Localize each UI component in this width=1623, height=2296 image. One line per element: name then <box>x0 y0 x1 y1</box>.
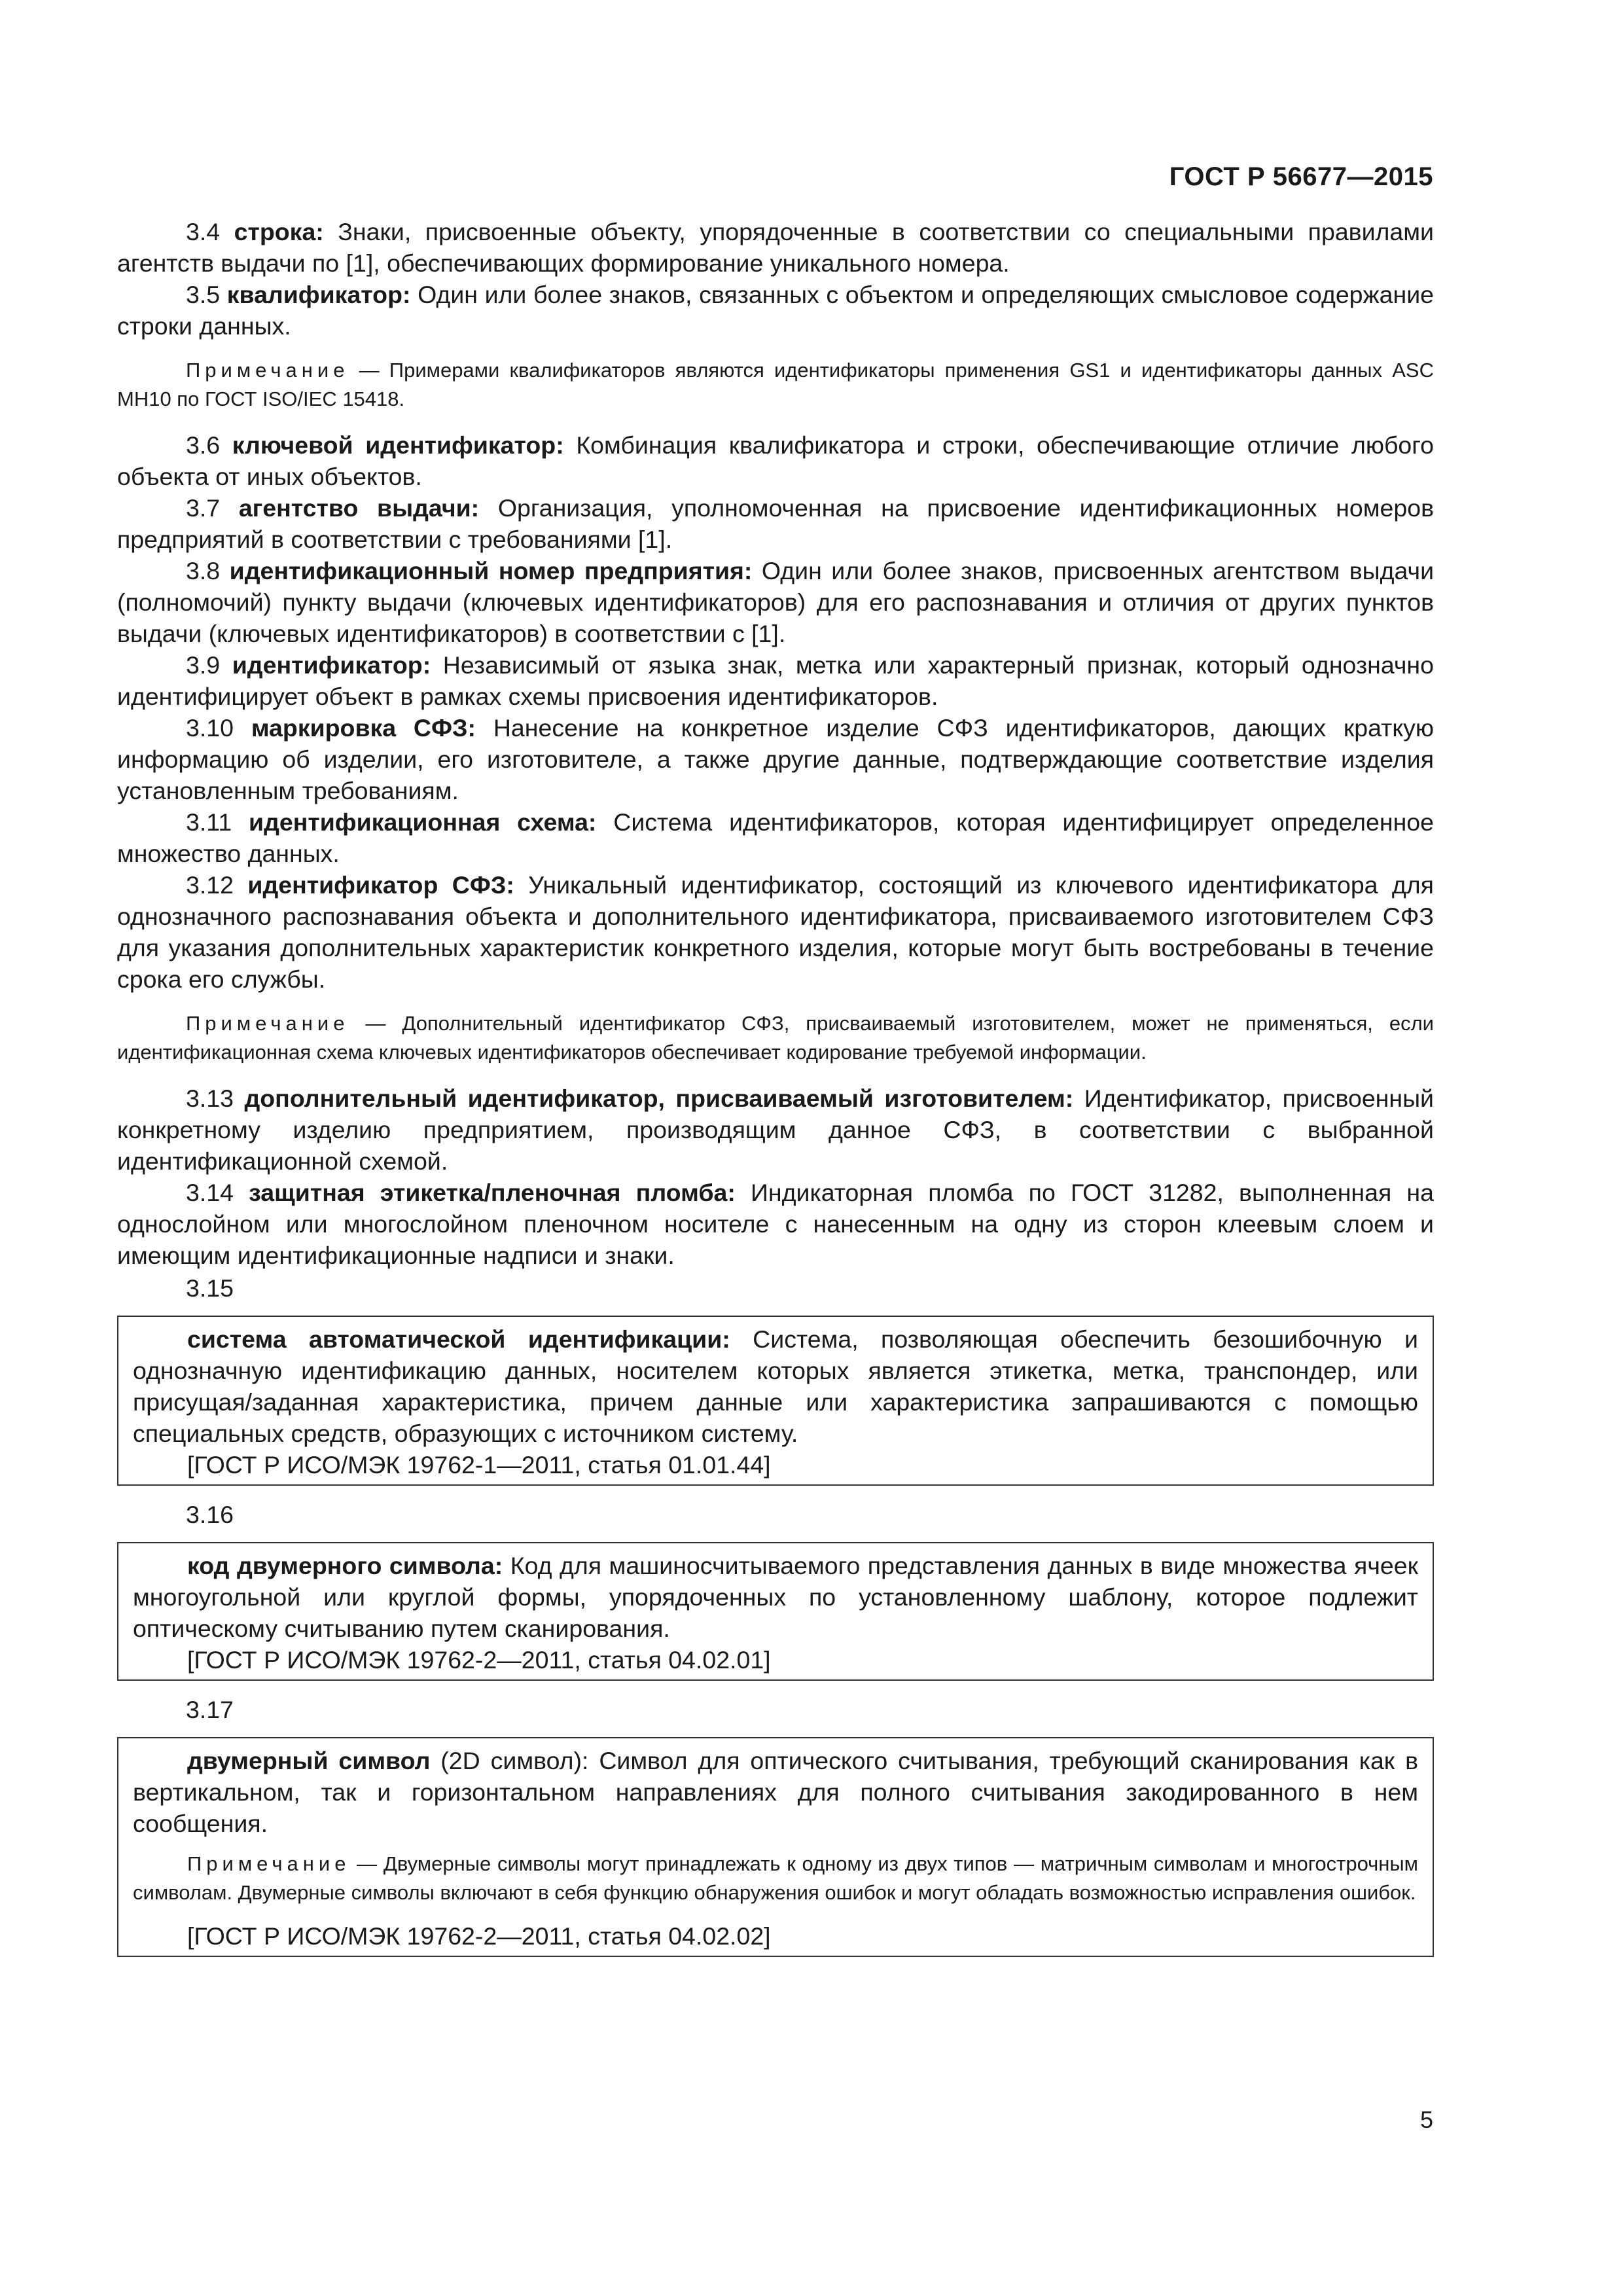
note-1 <box>117 356 1434 414</box>
term-title: идентификатор СФЗ: <box>247 871 514 899</box>
source-reference: [ГОСТ Р ИСО/МЭК 19762-2—2011, статья 04.02.01] <box>187 1646 771 1674</box>
definition-3-12 <box>117 869 1434 995</box>
term-text: Один или более знаков, присвоенных агентством выдачи (полномочий) пункту выдачи (ключевых идентификаторов) для его распознавания и отличия от других пунктов выдачи (ключевых идентификаторов) в соответствии с [1]. <box>117 557 1435 647</box>
term-title: строка: <box>234 218 324 245</box>
note-3 <box>133 1850 1418 1907</box>
term-number-3-16: 3.16 <box>186 1501 234 1528</box>
term-text: Код для машиносчитываемого представления данных в виде множества ячеек многоугольной или круглой формы, упорядоченных по установленному шаблону, которое подлежит оптическому считыванию путем сканирования. <box>133 1552 1418 1642</box>
note-label: Примечание <box>186 359 349 382</box>
definition-3-13 <box>117 1083 1434 1177</box>
term-title: ключевой идентификатор: <box>232 431 564 459</box>
term-text: Знаки, присвоенные объекту, упорядоченные в соответствии со специальными правилами агентств выдачи по [1], обеспечивающих формирование уникального номера. <box>117 218 1435 277</box>
definition-box-3-17 <box>117 1737 1434 1957</box>
term-text: Символ для оптического считывания, требующий сканирования как в вертикальном, так и горизонтальном направлениях для полного считывания закодированного в нем сообщения. <box>133 1747 1419 1837</box>
note-label: Примечание <box>187 1852 351 1875</box>
note-label: Примечание <box>186 1012 349 1035</box>
term-title: агентство выдачи: <box>238 494 480 522</box>
term-text: Идентификатор, присвоенный конкретному изделию предприятием, производящим данное СФЗ, в соответствии с выбранной идентификационной схемой. <box>117 1085 1435 1175</box>
term-title: идентификационная схема: <box>249 808 597 836</box>
term-number: 3.13 <box>186 1085 234 1112</box>
term-number: 3.8 <box>186 557 221 584</box>
document-header: ГОСТ Р 56677—2015 <box>1169 162 1433 191</box>
term-number: 3.12 <box>186 871 234 899</box>
note-text: — Двумерные символы могут принадлежать к одному из двух типов — матричным символам и многострочным символам. Двумерные символы включают в себя функцию обнаружения ошибок и могут обладать возможностью исправления ошибок. <box>133 1852 1418 1904</box>
term-number: 3.6 <box>186 431 221 459</box>
definition-3-11 <box>117 806 1434 869</box>
term-text: Один или более знаков, связанных с объектом и определяющих смысловое содержание строки данных. <box>117 281 1434 340</box>
note-2 <box>117 1009 1434 1067</box>
term-title: защитная этикетка/пленочная пломба: <box>249 1179 736 1206</box>
definition-3-6 <box>117 429 1434 492</box>
definition-3-7 <box>117 492 1434 555</box>
page-number: 5 <box>1419 2106 1433 2133</box>
term-title: идентификатор: <box>232 651 431 679</box>
note-text: — Примерами квалификаторов являются идентификаторы применения GS1 и идентификаторы данных ASC MH10 по ГОСТ ISO/IEC 15418. <box>117 359 1434 410</box>
source-reference: [ГОСТ Р ИСО/МЭК 19762-1—2011, статья 01.01.44] <box>187 1451 771 1479</box>
definition-3-4 <box>117 216 1434 279</box>
term-title: система автоматической идентификации: <box>187 1325 730 1353</box>
definition-box-3-16 <box>117 1542 1434 1681</box>
definition-3-8 <box>117 555 1434 649</box>
term-number: 3.11 <box>186 808 232 836</box>
term-number: 3.14 <box>186 1179 234 1206</box>
term-text: Система, позволяющая обеспечить безошибочную и однозначную идентификацию данных, носителем которых является этикетка, метка, транспондер, или присущая/заданная характеристика, причем данные или характеристика запрашиваются с помощью специальных средств, образующих с источником систему. <box>133 1325 1418 1447</box>
term-title: двумерный символ <box>187 1747 431 1774</box>
page-body <box>117 216 1434 1957</box>
term-title: квалификатор: <box>226 281 411 308</box>
term-text: Уникальный идентификатор, состоящий из ключевого идентификатора для однозначного распознавания объекта и дополнительного идентификатора, присваиваемого изготовителем СФЗ для указания дополнительных характеристик конкретного изделия, которые могут быть востребованы в течение срока его службы. <box>117 871 1434 993</box>
term-text: Система идентификаторов, которая идентифицирует определенное множество данных. <box>117 808 1434 867</box>
term-number: 3.9 <box>186 651 221 679</box>
term-title: дополнительный идентификатор, присваиваемый изготовителем: <box>244 1085 1074 1112</box>
definition-3-16 <box>133 1550 1418 1644</box>
term-text: Индикаторная пломба по ГОСТ 31282, выполненная на однослойном или многослойном пленочном носителе с нанесенным на одну из сторон клеевым слоем и имеющим идентификационные надписи и знаки. <box>117 1179 1434 1269</box>
definition-3-17 <box>133 1745 1418 1839</box>
term-extra: (2D символ): <box>430 1747 589 1774</box>
term-title: идентификационный номер предприятия: <box>229 557 753 584</box>
term-title: маркировка СФЗ: <box>251 714 476 742</box>
term-number-3-15: 3.15 <box>186 1274 234 1302</box>
term-number: 3.4 <box>186 218 221 245</box>
term-title: код двумерного символа: <box>187 1552 503 1579</box>
definition-3-15 <box>133 1323 1418 1449</box>
term-text: Комбинация квалификатора и строки, обеспечивающие отличие любого объекта от иных объектов. <box>117 431 1434 490</box>
term-text: Организация, уполномоченная на присвоение идентификационных номеров предприятий в соответствии с требованиями [1]. <box>117 494 1434 553</box>
definition-3-9 <box>117 649 1434 712</box>
term-number-3-17: 3.17 <box>186 1696 234 1723</box>
term-number: 3.10 <box>186 714 234 742</box>
definition-box-3-15 <box>117 1316 1434 1486</box>
definition-3-14 <box>117 1177 1434 1271</box>
term-text: Нанесение на конкретное изделие СФЗ идентификаторов, дающих краткую информацию об изделии, его изготовителе, а также другие данные, подтверждающие соответствие изделия установленным требованиям. <box>117 714 1435 804</box>
definition-3-5 <box>117 279 1434 342</box>
term-number: 3.7 <box>186 494 221 522</box>
term-number: 3.5 <box>186 281 221 308</box>
note-text: — Дополнительный идентификатор СФЗ, присваиваемый изготовителем, может не применяться, если идентификационная схема ключевых идентификаторов обеспечивает кодирование требуемой информации. <box>117 1012 1434 1064</box>
source-reference: [ГОСТ Р ИСО/МЭК 19762-2—2011, статья 04.02.02] <box>187 1922 771 1950</box>
term-text: Независимый от языка знак, метка или характерный признак, который однозначно идентифицирует объект в рамках схемы присвоения идентификаторов. <box>117 651 1435 710</box>
definition-3-10 <box>117 712 1434 806</box>
